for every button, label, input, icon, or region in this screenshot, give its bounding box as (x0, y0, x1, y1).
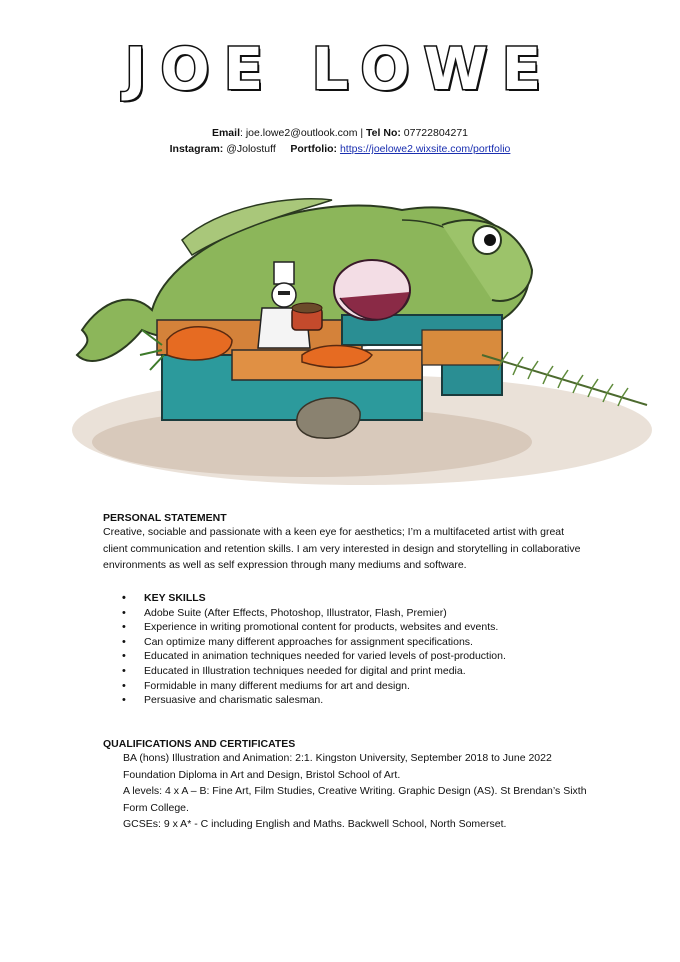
qualifications-list (103, 750, 593, 833)
instagram-value: @Jolostuff (226, 143, 276, 155)
portfolio-label: Portfolio: (290, 143, 338, 155)
skills-title: • KEY SKILLS (118, 591, 618, 606)
statement-title: PERSONAL STATEMENT (103, 512, 227, 524)
fish-pupil (484, 234, 496, 246)
list-item: • Educated in Illustration techniques needed for digital and print media. (118, 664, 618, 679)
list-item: GCSEs: 9 x A* - C including English and Maths. Backwell School, North Somerset. (123, 818, 507, 830)
instagram-label: Instagram: (169, 143, 224, 155)
email-value: joe.lowe2@outlook.com (245, 127, 358, 139)
list-item: • Persuasive and charismatic salesman. (118, 693, 618, 708)
list-item: BA (hons) Illustration and Animation: 2:1. Kingston University, September 2018 to June 2022 (123, 752, 552, 764)
email-label: Email (211, 127, 240, 139)
key-skills-list (118, 591, 618, 708)
bag (297, 398, 360, 438)
contact-line-1: Email: joe.lowe2@outlook.com | Tel No: 07722804271 (211, 127, 469, 139)
illustration-fish-chef (62, 180, 662, 500)
personal-statement (103, 512, 583, 574)
list-item: Foundation Diploma in Art and Design, Bristol School of Art. (123, 768, 401, 781)
list-item: • Can optimize many different approaches for assignment specifications. (118, 635, 618, 650)
list-item: • Experience in writing promotional content for products, websites and events. (118, 620, 618, 635)
chef-hat (274, 262, 294, 284)
tel-value: 07722804271 (403, 127, 469, 139)
list-item: A levels: 4 x A – B: Fine Art, Film Studies, Creative Writing. Graphic Design (AS). St Brendan’s Sixth Form College. (123, 785, 587, 814)
contact-line-2 (0, 141, 680, 157)
qualifications-title: QUALIFICATIONS AND CERTIFICATES (103, 738, 296, 750)
name-header (0, 35, 680, 103)
list-item: • Adobe Suite (After Effects, Photoshop, Illustrator, Flash, Premier) (118, 606, 618, 621)
statement-body: Creative, sociable and passionate with a keen eye for aesthetics; I’m a multifaceted artist with great client communication and retention skills. I am very interested in design and storytelling in collaborative environments as well as self expression through many mediums and software. (103, 526, 581, 571)
qualifications-section (103, 738, 593, 833)
name-title: JOE LOWE (124, 35, 556, 103)
portfolio-link[interactable]: https://joelowe2.wixsite.com/portfolio (339, 143, 511, 155)
carrot-left (167, 327, 232, 360)
list-item: • Formidable in many different mediums for art and design. (118, 679, 618, 694)
tel-label: Tel No: (366, 127, 401, 139)
list-item: • Educated in animation techniques needed for varied levels of post-production. (118, 649, 618, 664)
separator: | (360, 127, 364, 139)
